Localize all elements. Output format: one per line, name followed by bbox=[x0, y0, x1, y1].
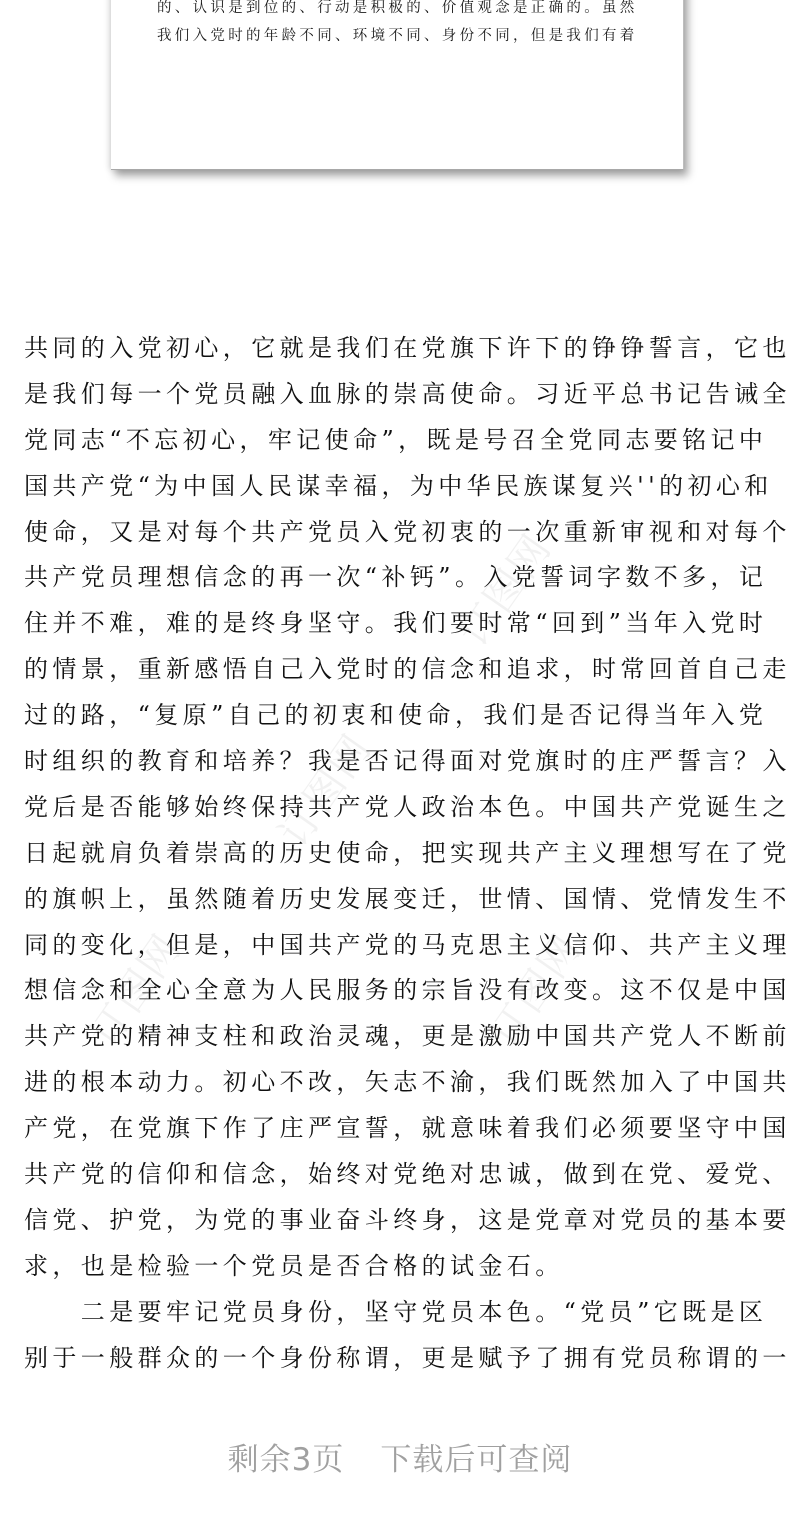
download-hint-label[interactable]: 下载后可查阅 bbox=[380, 1442, 573, 1478]
body-line: 信党、护党，为党的事业奋斗终身，这是党章对党员的基本要 bbox=[24, 1205, 791, 1234]
body-line: 时组织的教育和培养？我是否记得面对党旗时的庄严誓言？入 bbox=[24, 747, 791, 776]
body-line: 共产党的精神支柱和政治灵魂，更是激励中国共产党人不断前 bbox=[24, 1022, 791, 1051]
body-line: 二是要牢记党员身份，坚守党员本色。“党员”它既是区 bbox=[24, 1297, 768, 1326]
body-line: 进的根本动力。初心不改，矢志不渝，我们既然加入了中国共 bbox=[24, 1068, 791, 1097]
body-line: 共产党的信仰和信念，始终对党绝对忠诚，做到在党、爱党、 bbox=[24, 1160, 791, 1189]
body-line: 想信念和全心全意为人民服务的宗旨没有改变。这不仅是中国 bbox=[24, 976, 791, 1005]
body-line: 同的变化，但是，中国共产党的马克思主义信仰、共产主义理 bbox=[24, 930, 791, 959]
preview-line: 我们入党时的年龄不同、环境不同、身份不同，但是我们有着 bbox=[157, 28, 638, 44]
body-line: 的情景，重新感悟自己入党时的信念和追求，时常回首自己走 bbox=[24, 655, 791, 684]
body-line: 是我们每一个党员融入血脉的崇高使命。习近平总书记告诫全 bbox=[24, 379, 791, 408]
document-preview-card bbox=[111, 0, 684, 170]
body-line: 共产党员理想信念的再一次“补钙”。入党誓词字数不多，记 bbox=[24, 563, 768, 592]
document-body bbox=[24, 326, 791, 1381]
preview-line: 的、认识是到位的、行动是积极的、价值观念是正确的。虽然 bbox=[157, 0, 638, 16]
body-line: 党后是否能够始终保持共产党人政治本色。中国共产党诞生之 bbox=[24, 792, 791, 821]
preview-card-text bbox=[157, 0, 647, 50]
body-line: 共同的入党初心，它就是我们在党旗下许下的铮铮誓言，它也 bbox=[24, 334, 791, 362]
watermark: 订图网 bbox=[450, 525, 561, 656]
body-line: 别于一般群众的一个身份称谓，更是赋予了拥有党员称谓的一 bbox=[24, 1343, 791, 1372]
body-line: 过的路，“复原”自己的初衷和使命，我们是否记得当年入党 bbox=[24, 701, 768, 730]
body-line: 的旗帜上，虽然随着历史发展变迁，世情、国情、党情发生不 bbox=[24, 884, 791, 913]
body-line: 国共产党“为中国人民谋幸福，为中华民族谋复兴''的初心和 bbox=[24, 471, 773, 500]
remaining-pages-label: 剩余3页 bbox=[227, 1442, 345, 1478]
body-line: 住并不难，难的是终身坚守。我们要时常“回到”当年入党时 bbox=[24, 609, 768, 638]
body-line: 使命，又是对每个共产党员入党初衷的一次重新审视和对每个 bbox=[24, 517, 791, 546]
body-line: 日起就肩负着崇高的历史使命，把实现共产主义理想写在了党 bbox=[24, 838, 791, 867]
body-line: 产党，在党旗下作了庄严宣誓，就意味着我们必须要坚守中国 bbox=[24, 1114, 791, 1143]
download-notice[interactable] bbox=[0, 1434, 800, 1479]
watermark: 订图网 bbox=[480, 925, 591, 1056]
watermark: 订图网 bbox=[270, 725, 381, 856]
body-line: 求，也是检验一个党员是否合格的试金石。 bbox=[24, 1251, 564, 1280]
watermark: 订图网 bbox=[80, 925, 191, 1056]
body-line: 党同志“不忘初心，牢记使命”，既是号召全党同志要铭记中 bbox=[24, 425, 768, 454]
